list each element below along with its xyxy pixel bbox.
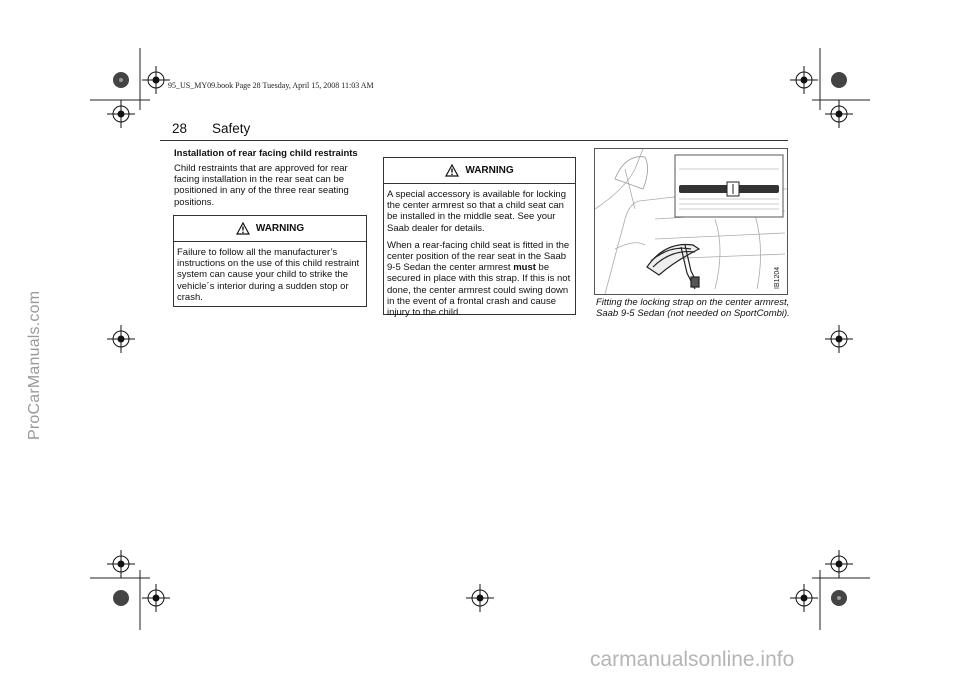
warning-paragraph-2: When a rear-facing child seat is fitted in the center position of the rear seat in the Saab 9-5 Sedan the center armrest must be secured in place with this strap. If this is not done, the center armrest could swing down in the event of a frontal crash and cause injury to the child. [387,239,571,319]
intro-paragraph: Child restraints that are approved for rear facing installation in the rear seat can be positioned in any of the three rear seating positions. [174,163,349,208]
figure-caption: Fitting the locking strap on the center armrest, Saab 9-5 Sedan (not needed on SportCombi). [596,297,790,320]
warning-triangle-icon [236,222,250,235]
figure-code: IB1204 [774,266,781,289]
page-number: 28 [172,121,188,136]
emphasis-must: must [513,262,536,274]
bottom-watermark: carmanualsonline.info [590,648,795,671]
warning-body [384,184,575,318]
warning-header [384,158,575,184]
header-rule [160,140,788,141]
warning-text: Failure to follow all the manufacturer’s instructions on the use of this child restraint system can cause your child to strike the vehicle´s interior during a sudden stop or crash. [177,247,360,303]
warning-body [174,242,366,303]
side-watermark: ProCarManuals.com [26,290,43,440]
warning-box-armrest [383,157,576,319]
section-heading: Installation of rear facing child restraints [174,148,358,159]
section-title: Safety [212,121,251,136]
warning-header [174,216,366,242]
warning-paragraph-1: A special accessory is available for locking the center armrest so that a child seat can be installed in the middle seat. See your Saab dealer for details. [387,189,567,234]
warning-triangle-icon [445,164,459,177]
warning-title: WARNING [255,223,305,234]
armrest-strap-illustration [594,148,788,295]
warning-title: WARNING [465,165,514,176]
warning-box-manufacturer [173,215,367,307]
book-header: 95_US_MY09.book Page 28 Tuesday, April 15, 2008 11:03 AM [168,81,374,90]
